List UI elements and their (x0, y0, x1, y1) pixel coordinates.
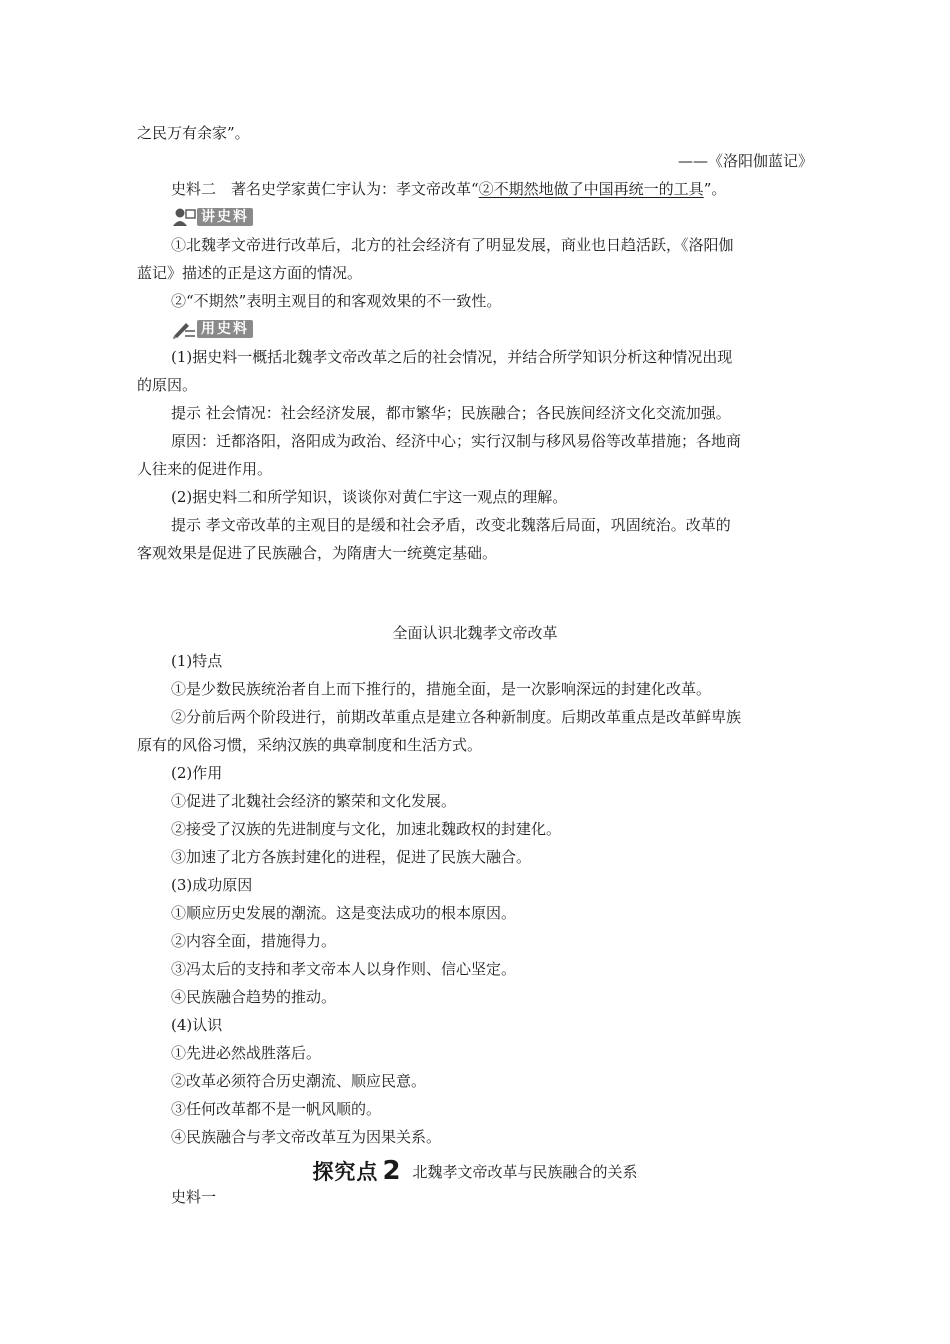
material-one-label: 史料一 (171, 1188, 217, 1206)
list-item: ②内容全面，措施得力。 (171, 932, 337, 950)
list-item: ③任何改革都不是一帆风顺的。 (171, 1100, 382, 1118)
text-line: 提示 孝文帝改革的主观目的是缓和社会矛盾，改变北魏落后局面，巩固统治。改革的 (171, 516, 731, 534)
text-line: 原因：迁都洛阳，洛阳成为政治、经济中心；实行汉制与移风易俗等改革措施；各地商 (171, 432, 742, 450)
text-line: 提示 社会情况：社会经济发展，都市繁华；民族融合；各民族间经济文化交流加强。 (171, 404, 731, 422)
material-two-quote: ②不期然地做了中国再统一的工具 (478, 180, 704, 198)
list-item: ③加速了北方各族封建化的进程，促进了民族大融合。 (171, 848, 532, 866)
list-item: ①是少数民族统治者自上而下推行的，措施全面，是一次影响深远的封建化改革。 (171, 680, 712, 698)
list-item: ②改革必须符合历史潮流、顺应民意。 (171, 1072, 427, 1090)
yong-shiliao-label: 用史料 (197, 320, 253, 338)
summary-title: 全面认识北魏孝文帝改革 (392, 624, 558, 642)
list-item: ②分前后两个阶段进行，前期改革重点是建立各种新制度。后期改革重点是改革鲜卑族 (171, 708, 742, 726)
pen-icon (171, 319, 197, 339)
summary-heading: (2)作用 (171, 764, 223, 782)
list-item: ④民族融合与孝文帝改革互为因果关系。 (171, 1128, 442, 1146)
section-heading (0, 1156, 950, 1186)
section-heading-label: 探究点 (312, 1160, 379, 1184)
section-heading-number: 2 (382, 1156, 401, 1186)
section-heading-subtitle: 北魏孝文帝改革与民族融合的关系 (412, 1162, 638, 1181)
material-two-prefix: 史料二 著名史学家黄仁宇认为：孝文帝改革“ (171, 180, 479, 198)
list-item: ①促进了北魏社会经济的繁荣和文化发展。 (171, 792, 457, 810)
list-item: ①顺应历史发展的潮流。这是变法成功的根本原因。 (171, 904, 517, 922)
text-line: 之民万有余家”。 (137, 124, 250, 142)
summary-heading: (4)认识 (171, 1016, 223, 1034)
text-line: 蓝记》描述的正是这方面的情况。 (137, 264, 363, 282)
list-item: ②接受了汉族的先进制度与文化，加速北魏政权的封建化。 (171, 820, 562, 838)
jiang-shiliao-badge (171, 206, 253, 228)
text-line: 客观效果是促进了民族融合，为隋唐大一统奠定基础。 (137, 544, 498, 562)
summary-heading: (1)特点 (171, 652, 223, 670)
teacher-icon (171, 207, 197, 227)
text-line: 人往来的促进作用。 (137, 460, 273, 478)
text-line: 的原因。 (137, 376, 198, 394)
summary-heading: (3)成功原因 (171, 876, 253, 894)
list-item: ①先进必然战胜落后。 (171, 1044, 322, 1062)
list-item: 原有的风俗习惯，采纳汉族的典章制度和生活方式。 (137, 736, 483, 754)
text-line: ①北魏孝文帝进行改革后，北方的社会经济有了明显发展，商业也日趋活跃，《洛阳伽 (171, 236, 734, 254)
text-line: (1)据史料一概括北魏孝文帝改革之后的社会情况，并结合所学知识分析这种情况出现 (171, 348, 733, 366)
material-two (171, 179, 726, 199)
yong-shiliao-badge (171, 318, 253, 340)
material-two-suffix: ”。 (703, 180, 727, 198)
jiang-shiliao-label: 讲史料 (197, 208, 253, 226)
text-line: (2)据史料二和所学知识，谈谈你对黄仁宇这一观点的理解。 (171, 488, 568, 506)
text-line: ②“不期然”表明主观目的和客观效果的不一致性。 (171, 292, 502, 310)
source-citation: ——《洛阳伽蓝记》 (677, 152, 813, 170)
list-item: ④民族融合趋势的推动。 (171, 988, 337, 1006)
list-item: ③冯太后的支持和孝文帝本人以身作则、信心坚定。 (171, 960, 517, 978)
